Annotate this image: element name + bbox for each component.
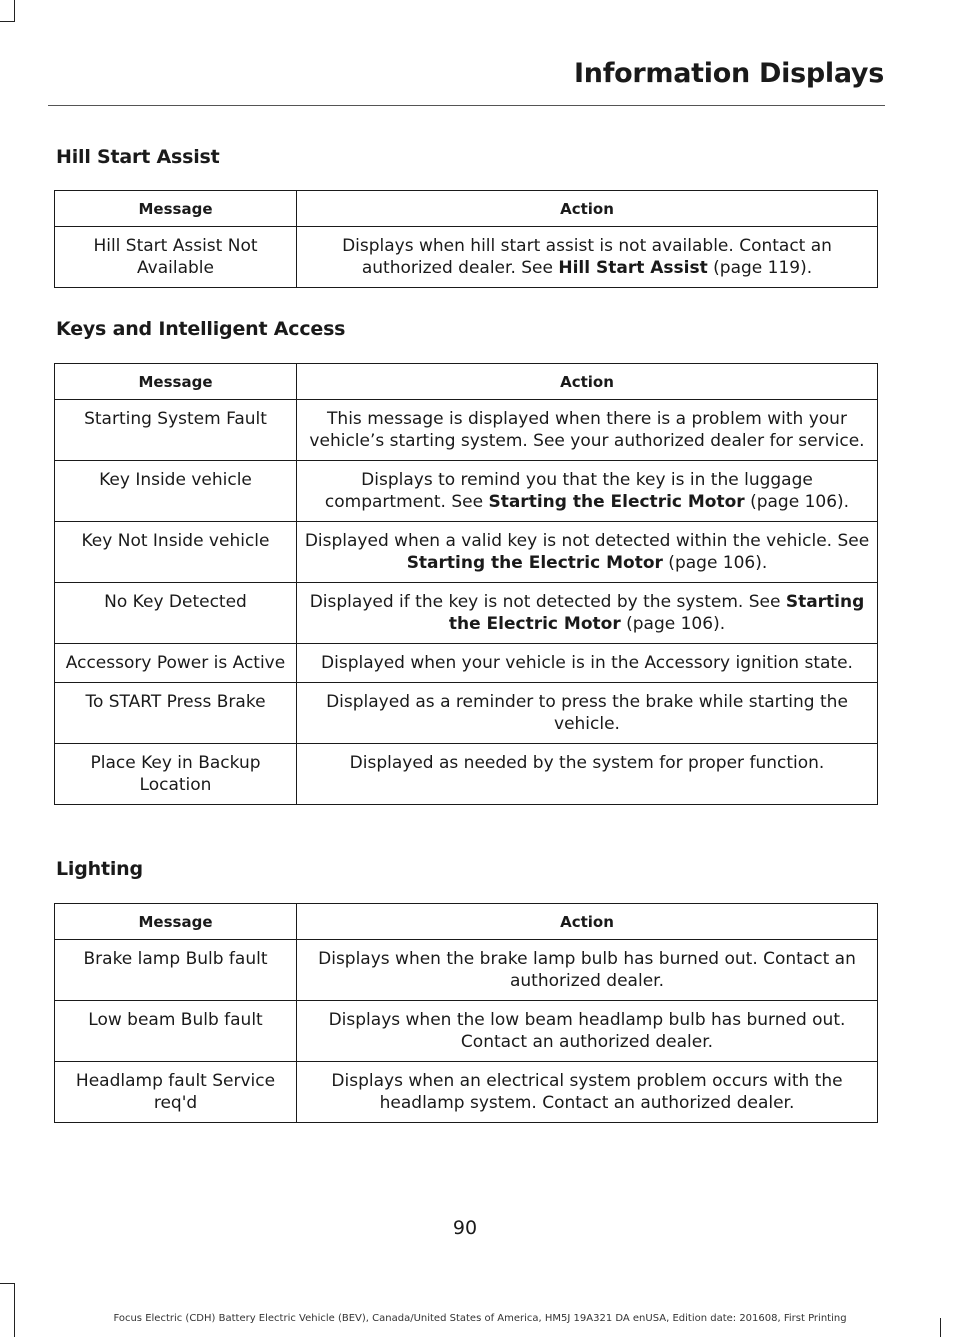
crop-mark — [14, 0, 15, 22]
column-header-message: Message — [55, 364, 297, 400]
message-cell: Key Not Inside vehicle — [55, 522, 297, 583]
table-row — [55, 227, 878, 288]
column-header-action: Action — [297, 364, 878, 400]
action-cell — [297, 522, 878, 583]
section-title-hill-start-assist: Hill Start Assist — [56, 146, 220, 168]
column-header-message: Message — [55, 191, 297, 227]
table-row — [55, 1062, 878, 1123]
message-cell: Starting System Fault — [55, 400, 297, 461]
action-text: Displays to remind you that the key is in the luggage compartment. See — [324, 470, 813, 512]
column-header-action: Action — [297, 904, 878, 940]
action-cell: Displayed as needed by the system for proper function. — [297, 744, 878, 805]
action-cell — [297, 227, 878, 288]
footer-edition-info: Focus Electric (CDH) Battery Electric Vehicle (BEV), Canada/United States of America, HM5J 19A321 DA enUSA, Edition date: 201608, First Printing — [113, 1313, 847, 1324]
action-cell: Displays when the brake lamp bulb has burned out. Contact an authorized dealer. — [297, 940, 878, 1001]
crop-mark — [0, 1283, 15, 1284]
table-row — [55, 644, 878, 683]
action-cell — [297, 461, 878, 522]
table-row — [55, 583, 878, 644]
hill-start-assist-table — [54, 190, 878, 288]
page-reference: (page 106). — [620, 614, 726, 634]
table-header-row — [55, 904, 878, 940]
section-title-lighting: Lighting — [56, 858, 143, 880]
action-text: Displays when hill start assist is not available. Contact an authorized dealer. See — [342, 236, 832, 278]
action-cell: Displayed as a reminder to press the brake while starting the vehicle. — [297, 683, 878, 744]
action-cell: Displayed when your vehicle is in the Accessory ignition state. — [297, 644, 878, 683]
column-header-message: Message — [55, 904, 297, 940]
page-number: 90 — [452, 1217, 478, 1239]
keys-and-intelligent-access-table — [54, 363, 878, 805]
message-cell: Headlamp fault Service req'd — [55, 1062, 297, 1123]
column-header-action: Action — [297, 191, 878, 227]
message-cell: No Key Detected — [55, 583, 297, 644]
action-cell: Displays when the low beam headlamp bulb has burned out. Contact an authorized dealer. — [297, 1001, 878, 1062]
crop-mark — [0, 21, 15, 22]
header-rule — [48, 105, 885, 106]
table-row — [55, 940, 878, 1001]
page-reference: (page 106). — [744, 492, 850, 512]
page-header-title: Information Displays — [574, 58, 884, 89]
table-header-row — [55, 191, 878, 227]
table-row — [55, 744, 878, 805]
table-row — [55, 1001, 878, 1062]
message-cell: To START Press Brake — [55, 683, 297, 744]
message-cell: Hill Start Assist Not Available — [55, 227, 297, 288]
message-cell: Accessory Power is Active — [55, 644, 297, 683]
cross-reference-link[interactable]: Hill Start Assist — [558, 258, 708, 278]
table-row — [55, 522, 878, 583]
action-cell: This message is displayed when there is a problem with your vehicle’s starting system. See your authorized dealer for service. — [297, 400, 878, 461]
cross-reference-link[interactable]: Starting the Electric Motor — [488, 492, 745, 512]
action-cell — [297, 583, 878, 644]
cross-reference-link[interactable]: Starting the Electric Motor — [406, 553, 663, 573]
lighting-table — [54, 903, 878, 1123]
message-cell: Place Key in Backup Location — [55, 744, 297, 805]
table-row — [55, 461, 878, 522]
page-reference: (page 119). — [707, 258, 813, 278]
crop-mark — [14, 1283, 15, 1337]
message-cell: Brake lamp Bulb fault — [55, 940, 297, 1001]
page-reference: (page 106). — [662, 553, 768, 573]
message-cell: Low beam Bulb fault — [55, 1001, 297, 1062]
message-cell: Key Inside vehicle — [55, 461, 297, 522]
section-title-keys-and-intelligent-access: Keys and Intelligent Access — [56, 318, 346, 340]
action-text: Displayed if the key is not detected by the system. See — [309, 592, 786, 612]
cross-reference-link[interactable]: Starting the Electric Motor — [448, 592, 865, 634]
table-row — [55, 683, 878, 744]
action-cell: Displays when an electrical system problem occurs with the headlamp system. Contact an authorized dealer. — [297, 1062, 878, 1123]
table-row — [55, 400, 878, 461]
table-header-row — [55, 364, 878, 400]
action-text: Displayed when a valid key is not detected within the vehicle. See — [304, 531, 870, 551]
